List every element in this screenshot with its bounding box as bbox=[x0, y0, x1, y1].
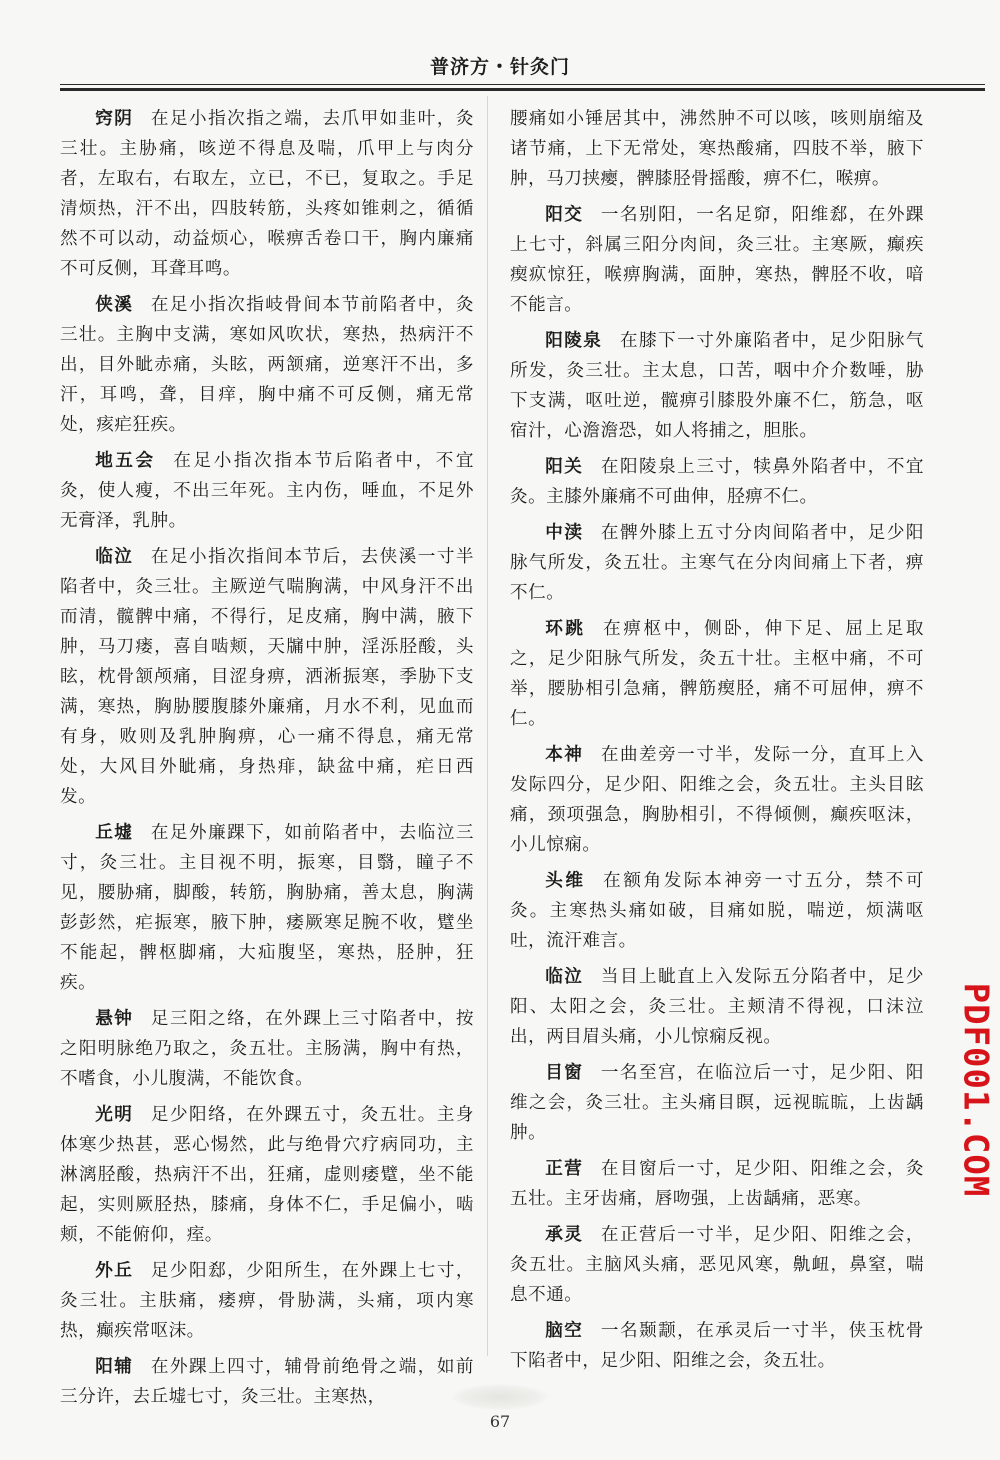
acupoint-name: 头维 bbox=[545, 871, 586, 891]
acupoint-entry bbox=[60, 1100, 474, 1250]
acupoint-description: 在足小指次指之端，去爪甲如韭叶，灸三壮。主胁痛，咳逆不得息及喘，爪甲上与肉分者，左取右，右取左，立已，不已，复取之。手足清烦热，汗不出，四肢转筋，头疼如锥刺之，循循然不可以动，动益烦心，喉痹舌卷口干，胸内廉痛不可反侧，耳聋耳鸣。 bbox=[60, 109, 474, 279]
right-column bbox=[510, 104, 924, 1382]
acupoint-entry bbox=[510, 614, 924, 734]
acupoint-entry bbox=[60, 1352, 474, 1412]
acupoint-entry bbox=[60, 104, 474, 284]
acupoint-name: 地五会 bbox=[95, 451, 156, 471]
acupoint-name: 中渎 bbox=[545, 523, 584, 543]
acupoint-entry bbox=[510, 518, 924, 608]
acupoint-description: 足少阳郄，少阳所生，在外踝上七寸，灸三壮。主肤痛，痿痹，骨胁满，头痛，项内寒热，癫疾常呕沫。 bbox=[60, 1261, 474, 1341]
acupoint-name: 脑空 bbox=[545, 1321, 584, 1341]
acupoint-name: 阳交 bbox=[545, 205, 584, 225]
running-header: 普济方・针灸门 bbox=[429, 56, 570, 78]
acupoint-name: 阳陵泉 bbox=[545, 331, 603, 351]
acupoint-entry bbox=[510, 1220, 924, 1310]
acupoint-entry bbox=[510, 452, 924, 512]
acupoint-description: 在髀外膝上五寸分肉间陷者中，足少阳脉气所发，灸五壮。主寒气在分肉间痛上下者，痹不仁。 bbox=[510, 523, 924, 603]
acupoint-name: 正营 bbox=[545, 1159, 584, 1179]
header-rule-thin bbox=[60, 84, 985, 85]
watermark-text: PDF001.COM bbox=[955, 982, 996, 1198]
acupoint-description: 足少阳络，在外踝五寸，灸五壮。主身体寒少热甚，恶心惕然，此与绝骨穴疗病同功，主淋漓胫酸，热病汗不出，狂痛，虚则痿躄，坐不能起，实则厥胫热，膝痛，身体不仁，手足偏小，啮颊，不能俯仰，痓。 bbox=[60, 1105, 474, 1245]
acupoint-description: 在正营后一寸半，足少阳、阳维之会，灸五壮。主脑风头痛，恶见风寒，鼽衄，鼻窒，喘息不通。 bbox=[510, 1225, 924, 1305]
acupoint-entry bbox=[60, 1004, 474, 1094]
acupoint-entry bbox=[510, 866, 924, 956]
continuation-paragraph: 腰痛如小锤居其中，沸然肿不可以咳，咳则崩缩及诸节痛，上下无常处，寒热酸痛，四肢不举，腋下肿，马刀挟瘿，髀膝胫骨摇酸，痹不仁，喉痹。 bbox=[510, 109, 924, 189]
acupoint-name: 承灵 bbox=[545, 1225, 584, 1245]
footer-ornament bbox=[452, 1384, 548, 1410]
acupoint-description: 在额角发际本神旁一寸五分，禁不可灸。主寒热头痛如破，目痛如脱，喘逆，烦满呕吐，流汗难言。 bbox=[510, 871, 924, 951]
acupoint-name: 悬钟 bbox=[95, 1009, 134, 1029]
acupoint-description: 一名颞颥，在承灵后一寸半，侠玉枕骨下陷者中，足少阳、阳维之会，灸五壮。 bbox=[510, 1321, 924, 1371]
acupoint-name: 阳关 bbox=[545, 457, 584, 477]
acupoint-description: 一名至宫，在临泣后一寸，足少阳、阳维之会，灸三壮。主头痛目瞑，远视䀮䀮，上齿龋肿。 bbox=[510, 1063, 924, 1143]
acupoint-entry bbox=[60, 290, 474, 440]
acupoint-entry bbox=[510, 326, 924, 446]
acupoint-name: 光明 bbox=[95, 1105, 134, 1125]
acupoint-name: 阳辅 bbox=[95, 1357, 134, 1377]
acupoint-entry bbox=[60, 542, 474, 812]
acupoint-name: 临泣 bbox=[545, 967, 584, 987]
left-column bbox=[60, 104, 474, 1418]
acupoint-description: 在目窗后一寸，足少阳、阳维之会，灸五壮。主牙齿痛，唇吻强，上齿龋痛，恶寒。 bbox=[510, 1159, 924, 1209]
acupoint-description: 在外踝上四寸，辅骨前绝骨之端，如前三分许，去丘墟七寸，灸三壮。主寒热， bbox=[60, 1357, 474, 1407]
acupoint-name: 外丘 bbox=[95, 1261, 134, 1281]
page-number: 67 bbox=[489, 1412, 511, 1431]
acupoint-entry bbox=[510, 962, 924, 1052]
acupoint-name: 侠溪 bbox=[95, 295, 134, 315]
acupoint-entry bbox=[510, 200, 924, 320]
acupoint-name: 临泣 bbox=[95, 547, 134, 567]
acupoint-name: 环跳 bbox=[545, 619, 586, 639]
acupoint-description: 在足小指次指间本节后，去侠溪一寸半陷者中，灸三壮。主厥逆气喘胸满，中风身汗不出而清，髋髀中痛，不得行，足皮痛，胸中满，腋下肿，马刀瘘，喜自啮颊，天牖中肿，淫泺胫酸，头眩，枕骨颔颅痛，目涩身痹，洒淅振寒，季胁下支满，寒热，胸胁腰腹膝外廉痛，月水不利，见血而有身，败则及乳肿胸痹，心一痛不得息，痛无常处，大风目外眦痛，身热痱，缺盆中痛，疟日西发。 bbox=[60, 547, 474, 807]
acupoint-description: 在阳陵泉上三寸，犊鼻外陷者中，不宜灸。主膝外廉痛不可曲伸，胫痹不仁。 bbox=[510, 457, 924, 507]
acupoint-entry bbox=[510, 1154, 924, 1214]
header-rule-thick bbox=[60, 88, 985, 91]
acupoint-name: 本神 bbox=[545, 745, 584, 765]
acupoint-name: 目窗 bbox=[545, 1063, 584, 1083]
acupoint-entry bbox=[510, 1058, 924, 1148]
acupoint-entry bbox=[510, 740, 924, 860]
acupoint-description: 在足小指次指本节后陷者中，不宜灸，使人瘦，不出三年死。主内伤，唾血，不足外无膏泽，乳肿。 bbox=[60, 451, 474, 531]
acupoint-entry bbox=[60, 446, 474, 536]
acupoint-entry bbox=[510, 1316, 924, 1376]
acupoint-description: 在膝下一寸外廉陷者中，足少阳脉气所发，灸三壮。主太息，口苦，咽中介介数唾，胁下支满，呕吐逆，髋痹引膝股外廉不仁，筋急，呕宿汁，心澹澹恐，如人将捕之，胆胀。 bbox=[510, 331, 924, 441]
acupoint-description: 一名别阳，一名足窌，阳维郄，在外踝上七寸，斜属三阳分肉间，灸三壮。主寒厥，癫疾瘈疭惊狂，喉痹胸满，面肿，寒热，髀胫不收，喑不能言。 bbox=[510, 205, 924, 315]
acupoint-description: 在足外廉踝下，如前陷者中，去临泣三寸，灸三壮。主目视不明，振寒，目翳，瞳子不见，腰胁痛，脚酸，转筋，胸胁痛，善太息，胸满彭彭然，疟振寒，腋下肿，痿厥寒足腕不收，躄坐不能起，髀枢脚痛，大疝腹坚，寒热，胫肿，狂疾。 bbox=[60, 823, 474, 993]
acupoint-entry bbox=[60, 1256, 474, 1346]
column-divider bbox=[487, 96, 488, 1356]
acupoint-description: 当目上眦直上入发际五分陷者中，足少阳、太阳之会，灸三壮。主颊清不得视，口沫泣出，两目眉头痛，小儿惊痫反视。 bbox=[510, 967, 924, 1047]
watermark bbox=[955, 960, 996, 1220]
acupoint-name: 丘墟 bbox=[95, 823, 134, 843]
acupoint-name: 窍阴 bbox=[95, 109, 134, 129]
acupoint-description: 在痹枢中，侧卧，伸下足、屈上足取之，足少阳脉气所发，灸五十壮。主枢中痛，不可举，腰胁相引急痛，髀筋瘈胫，痛不可屈伸，痹不仁。 bbox=[510, 619, 924, 729]
acupoint-entry bbox=[60, 818, 474, 998]
acupoint-description: 在足小指次指岐骨间本节前陷者中，灸三壮。主胸中支满，寒如风吹状，寒热，热病汗不出，目外眦赤痛，头眩，两颔痛，逆寒汗不出，多汗，耳鸣，聋，目痒，胸中痛不可反侧，痛无常处，痎疟狂疾。 bbox=[60, 295, 474, 435]
acupoint-description: 在曲差旁一寸半，发际一分，直耳上入发际四分，足少阳、阳维之会，灸五壮。主头目眩痛，颈项强急，胸胁相引，不得倾侧，癫疾呕沫，小儿惊痫。 bbox=[510, 745, 924, 855]
acupoint-description: 足三阳之络，在外踝上三寸陷者中，按之阳明脉绝乃取之，灸五壮。主肠满，胸中有热，不嗜食，小儿腹满，不能饮食。 bbox=[60, 1009, 474, 1089]
